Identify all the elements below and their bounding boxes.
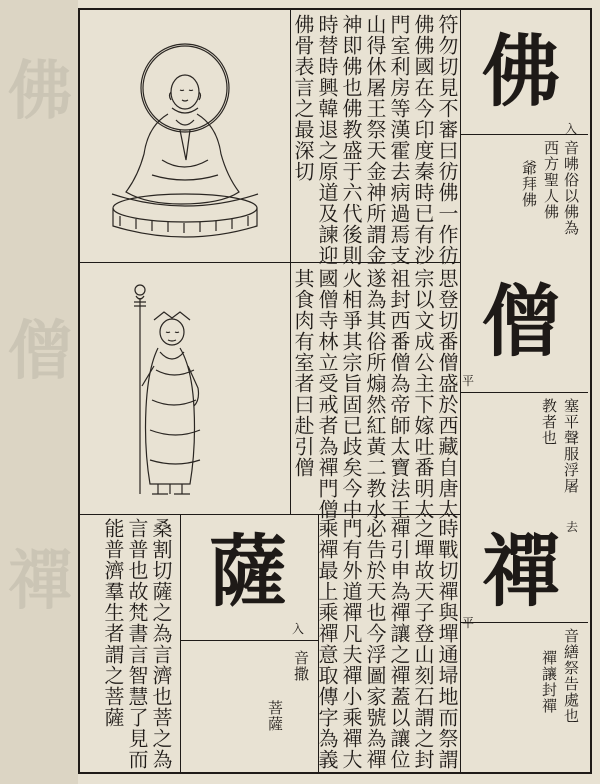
faded-character: 禪 bbox=[8, 544, 72, 619]
seated-buddha-illustration bbox=[92, 30, 278, 250]
headword-seng: 僧 bbox=[469, 280, 560, 359]
tone-mark: 入 bbox=[292, 622, 305, 636]
gloss-line: 音繕祭告處也 bbox=[562, 628, 580, 724]
text-column: 佛骨表言之最深切 bbox=[291, 14, 315, 182]
text-column: 門有外道禪凡夫禪小乘禪大 bbox=[339, 518, 363, 770]
gloss-line: 菩薩 bbox=[266, 700, 284, 732]
faded-character: 佛 bbox=[8, 54, 72, 129]
headword-chan: 禪 bbox=[469, 530, 560, 609]
gloss-line: 塞平聲服浮屠 bbox=[562, 398, 580, 494]
text-column: 遂為其俗所煽然紅黃二教水 bbox=[363, 268, 387, 520]
headword-fo: 佛 bbox=[469, 30, 560, 109]
gloss-line: 西方聖人佛 bbox=[542, 140, 560, 220]
text-column: 門室利房等漢霍去病過焉支 bbox=[387, 14, 411, 266]
text-column: 時戰切禪與墠通埽地而祭謂 bbox=[435, 518, 459, 770]
text-column: 火相爭其宗旨固已歧矣今中 bbox=[339, 268, 363, 520]
text-column: 必告於天也今浮圖家號為禪 bbox=[363, 518, 387, 770]
text-column: 禪引申為禪讓之禪蓋以讓位 bbox=[387, 518, 411, 770]
gloss-line: 禪讓封禪 bbox=[540, 650, 558, 714]
adjacent-page-edge bbox=[0, 0, 78, 784]
text-column: 山得休屠王祭天金神所謂金 bbox=[363, 14, 387, 266]
text-column: 宗以文成公主下嫁吐番明太 bbox=[411, 268, 435, 520]
tone-mark: 平 bbox=[462, 616, 475, 630]
entry-divider bbox=[460, 622, 588, 623]
standing-monk-illustration bbox=[118, 280, 218, 500]
entry-divider bbox=[180, 640, 318, 641]
tone-mark: 入 bbox=[565, 122, 578, 136]
tone-mark: 平 bbox=[462, 374, 475, 388]
gloss-line: 教者也 bbox=[540, 398, 558, 446]
text-column: 符勿切見不審曰彷佛一作彷 bbox=[435, 14, 459, 266]
text-column: 祖封西番僧為帝師太寶法王 bbox=[387, 268, 411, 520]
headword-sa: 薩 bbox=[196, 530, 287, 609]
entry-divider bbox=[460, 392, 588, 393]
text-column: 神即佛也佛教盛于六代後則 bbox=[339, 14, 363, 266]
text-column: 國僧寺林立受戒者為禪門僧 bbox=[315, 268, 339, 520]
text-column: 桑割切薩之為言濟也菩之為 bbox=[149, 518, 173, 770]
tone-mark: 去 bbox=[566, 520, 579, 534]
text-column: 時替時興韓退之原道及諫迎 bbox=[315, 14, 339, 266]
column-divider bbox=[180, 514, 181, 772]
faded-character: 僧 bbox=[8, 314, 72, 389]
column-divider bbox=[460, 8, 461, 772]
text-column: 乘禪最上乘禪意取傳字為義 bbox=[315, 518, 339, 770]
text-column: 能普濟羣生者謂之菩薩 bbox=[101, 518, 125, 728]
text-column: 思登切番僧盛於西藏自唐太 bbox=[435, 268, 459, 520]
gloss-line: 音撒 bbox=[292, 650, 310, 682]
text-column: 佛佛國在今印度秦時已有沙 bbox=[411, 14, 435, 266]
gloss-line: 音咈俗以佛為 bbox=[562, 140, 580, 236]
text-column: 言普也故梵書言智慧了見而 bbox=[125, 518, 149, 770]
gloss-line: 爺拜佛 bbox=[520, 160, 538, 208]
text-column: 其食肉有室者曰赴引僧 bbox=[291, 268, 315, 478]
text-column: 之墠故天子登山刻石謂之封 bbox=[411, 518, 435, 770]
